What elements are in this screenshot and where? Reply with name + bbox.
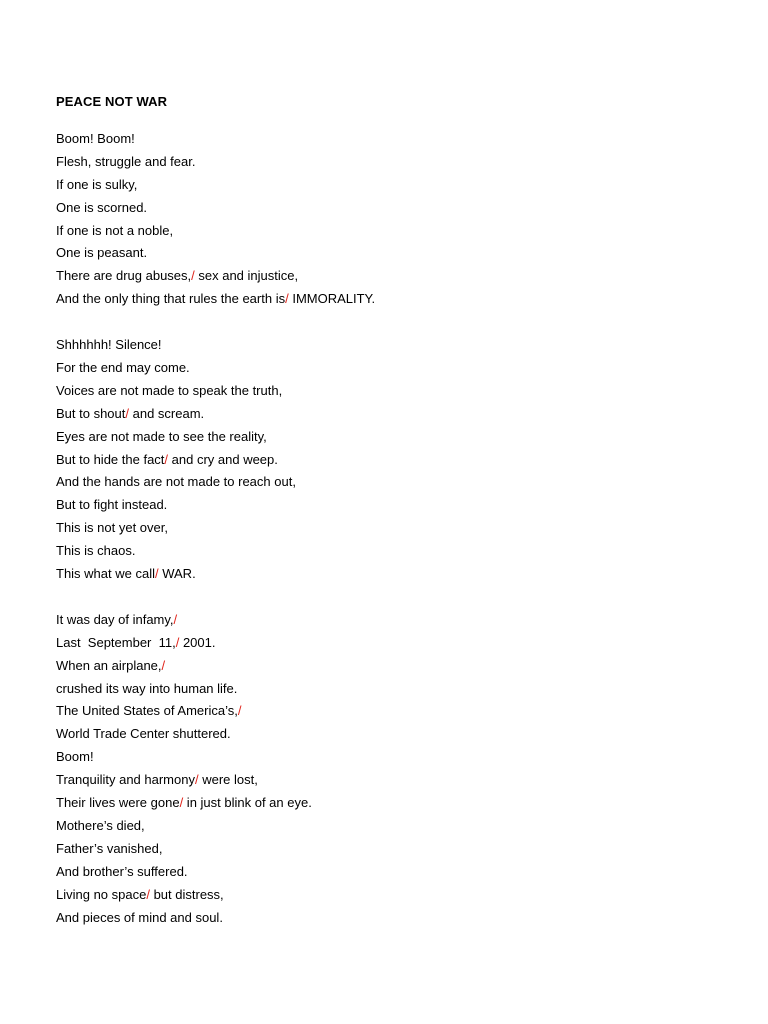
line-text: And pieces of mind and soul. (56, 909, 223, 925)
poem-line (56, 609, 736, 632)
poem-line (56, 242, 736, 265)
line-text: were lost, (198, 772, 258, 788)
poem-line (56, 197, 736, 220)
line-text: If one is not a noble, (56, 222, 174, 238)
red-slash-mark: / (191, 268, 195, 284)
red-slash-mark: / (154, 566, 159, 582)
line-text: IMMORALITY. (288, 291, 376, 307)
line-text: Voices are not made to speak the truth, (56, 382, 283, 398)
line-text: Tranquility and harmony (56, 772, 195, 788)
poem-line (56, 884, 736, 907)
poem-line (56, 288, 736, 311)
line-text: The United States of America’s, (56, 703, 238, 719)
poem-line (56, 540, 736, 563)
line-text: sex and injustice, (194, 268, 299, 284)
poem-line (56, 655, 736, 678)
poem-line (56, 357, 736, 380)
line-text: Eyes are not made to see the reality, (56, 428, 267, 444)
red-slash-mark: / (285, 291, 289, 307)
line-text: Their lives were gone (56, 795, 180, 811)
poem-line (56, 861, 736, 884)
line-text: in just blink of an eye. (183, 795, 312, 811)
red-slash-mark: / (146, 886, 150, 902)
poem-line (56, 907, 736, 930)
line-text: One is peasant. (56, 245, 148, 261)
line-text: but distress, (149, 886, 224, 902)
stanza (56, 609, 736, 929)
line-text: Last September 11, (56, 634, 176, 650)
poem-line (56, 700, 736, 723)
line-text: But to fight instead. (56, 497, 168, 513)
line-text: This is chaos. (56, 543, 136, 559)
red-slash-mark: / (179, 795, 184, 811)
poem-line (56, 792, 736, 815)
red-slash-mark: / (173, 611, 178, 627)
line-text: Living no space (56, 886, 147, 902)
poem-line (56, 403, 736, 426)
red-slash-mark: / (164, 451, 169, 467)
line-text: And the hands are not made to reach out, (56, 474, 296, 490)
poem-line (56, 449, 736, 472)
poem-line (56, 838, 736, 861)
red-slash-mark: / (125, 405, 130, 421)
line-text: There are drug abuses, (56, 268, 192, 284)
line-text: World Trade Center shuttered. (56, 726, 231, 742)
line-text: But to shout (56, 405, 126, 421)
line-text: This what we call (56, 566, 155, 582)
poem-line (56, 471, 736, 494)
poem-line (56, 769, 736, 792)
line-text: and scream. (129, 405, 205, 421)
poem-line (56, 517, 736, 540)
line-text: crushed its way into human life. (56, 680, 238, 696)
line-text: Flesh, struggle and fear. (56, 153, 196, 169)
poem (56, 92, 736, 929)
line-text: And the only thing that rules the earth is (56, 291, 286, 307)
red-slash-mark: / (194, 772, 199, 788)
line-text: One is scorned. (56, 199, 148, 215)
poem-line (56, 128, 736, 151)
red-slash-mark: / (175, 634, 180, 650)
poem-line (56, 563, 736, 586)
poem-line (56, 220, 736, 243)
poem-line (56, 746, 736, 769)
poem-line (56, 334, 736, 357)
poem-line (56, 494, 736, 517)
poem-line (56, 815, 736, 838)
line-text: If one is sulky, (56, 176, 138, 192)
red-slash-mark: / (161, 657, 166, 673)
line-text: And brother’s suffered. (56, 863, 188, 879)
line-text: Father’s vanished, (56, 840, 163, 856)
poem-line (56, 723, 736, 746)
line-text: Shhhhhh! Silence! (56, 337, 162, 353)
poem-line (56, 678, 736, 701)
line-text: But to hide the fact (56, 451, 165, 467)
red-slash-mark: / (237, 703, 242, 719)
line-text: 2001. (179, 634, 216, 650)
line-text: WAR. (158, 566, 196, 582)
line-text: For the end may come. (56, 360, 190, 376)
poem-line (56, 426, 736, 449)
line-text: This is not yet over, (56, 520, 168, 536)
poem-line (56, 151, 736, 174)
stanza (56, 128, 736, 311)
poem-line (56, 174, 736, 197)
line-text: Boom! (56, 749, 94, 765)
line-text: Boom! Boom! (56, 131, 135, 146)
poem-body (56, 128, 736, 929)
stanza (56, 334, 736, 586)
line-text: and cry and weep. (168, 451, 278, 467)
poem-line (56, 632, 736, 655)
line-text: When an airplane, (56, 657, 162, 673)
line-text: Mothere’s died, (56, 817, 145, 833)
line-text: It was day of infamy, (56, 611, 174, 627)
poem-line (56, 380, 736, 403)
poem-title: PEACE NOT WAR (56, 94, 168, 109)
poem-line (56, 265, 736, 288)
